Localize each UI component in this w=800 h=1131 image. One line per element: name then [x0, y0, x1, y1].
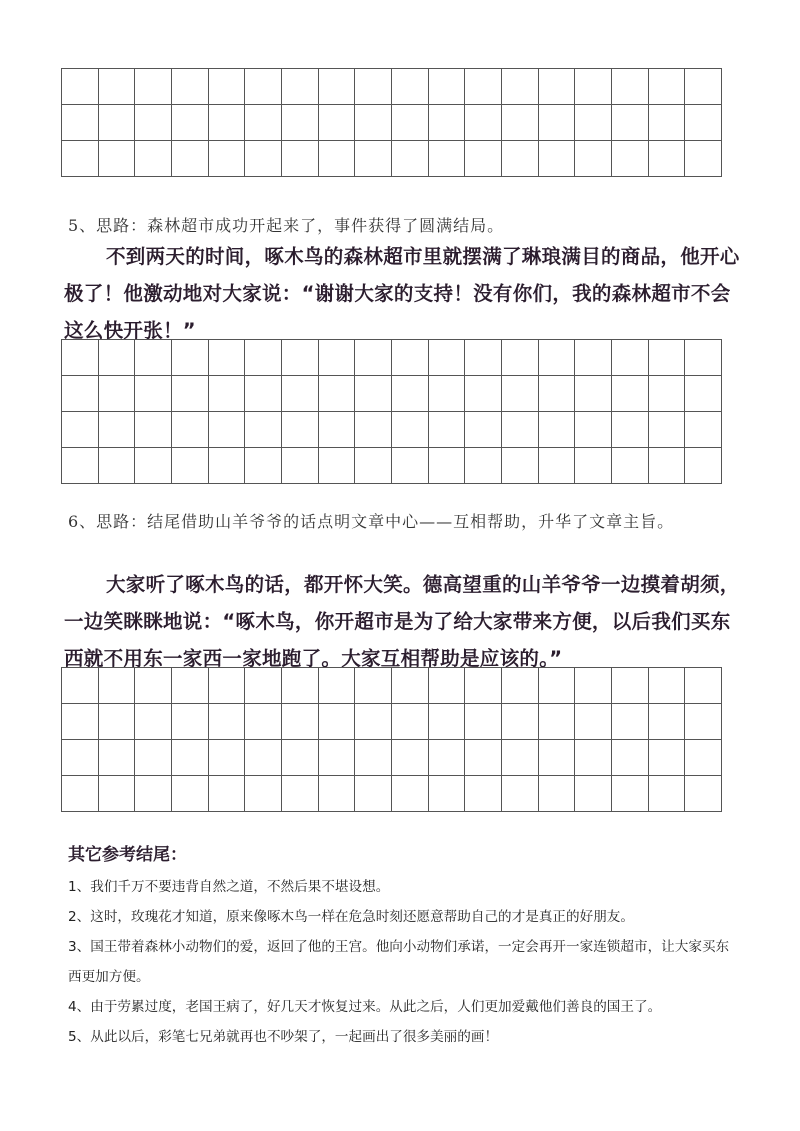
- grid-row: [62, 141, 722, 177]
- grid-cell: [538, 704, 575, 740]
- grid-cell: [575, 704, 612, 740]
- reference-item: 1、我们千万不要违背自然之道，不然后果不堪设想。: [68, 879, 390, 895]
- grid-cell: [208, 141, 245, 177]
- grid-cell: [465, 105, 502, 141]
- grid-cell: [355, 69, 392, 105]
- grid-cell: [208, 776, 245, 812]
- grid-cell: [428, 668, 465, 704]
- grid-row: [62, 69, 722, 105]
- grid-cell: [98, 105, 135, 141]
- reference-item: 2、这时，玫瑰花才知道，原来像啄木鸟一样在危急时刻还愿意帮助自己的才是真正的好朋友。: [68, 909, 634, 925]
- grid-cell: [648, 105, 685, 141]
- grid-cell: [355, 776, 392, 812]
- grid-cell: [428, 376, 465, 412]
- grid-cell: [208, 340, 245, 376]
- grid-cell: [611, 448, 648, 484]
- grid-cell: [98, 448, 135, 484]
- grid-cell: [62, 69, 99, 105]
- grid-row: [62, 740, 722, 776]
- grid-cell: [465, 412, 502, 448]
- grid-cell: [501, 141, 538, 177]
- grid-cell: [355, 141, 392, 177]
- grid-cell: [171, 340, 208, 376]
- grid-cell: [465, 704, 502, 740]
- grid-cell: [428, 141, 465, 177]
- grid-cell: [281, 105, 318, 141]
- grid-cell: [245, 448, 282, 484]
- grid-cell: [62, 448, 99, 484]
- grid-cell: [135, 776, 172, 812]
- reference-list: [68, 872, 738, 1052]
- grid-cell: [648, 340, 685, 376]
- grid-cell: [355, 412, 392, 448]
- grid-cell: [62, 412, 99, 448]
- grid-cell: [98, 141, 135, 177]
- grid-cell: [98, 412, 135, 448]
- grid-cell: [281, 776, 318, 812]
- grid-cell: [538, 105, 575, 141]
- grid-cell: [685, 105, 722, 141]
- grid-cell: [648, 376, 685, 412]
- grid-cell: [428, 448, 465, 484]
- grid-cell: [575, 776, 612, 812]
- grid-cell: [685, 448, 722, 484]
- grid-cell: [501, 668, 538, 704]
- grid-row: [62, 412, 722, 448]
- grid-cell: [538, 776, 575, 812]
- grid-cell: [685, 376, 722, 412]
- grid-cell: [465, 376, 502, 412]
- grid-cell: [208, 412, 245, 448]
- grid-cell: [62, 105, 99, 141]
- grid-cell: [245, 776, 282, 812]
- grid-cell: [538, 740, 575, 776]
- grid-cell: [208, 69, 245, 105]
- grid-cell: [501, 412, 538, 448]
- grid-cell: [135, 376, 172, 412]
- reference-item: 3、国王带着森林小动物们的爱，返回了他的王宫。他向小动物们承诺，一定会再开一家连锁超市，让大家买东西更加方便。: [68, 939, 730, 985]
- grid-cell: [428, 412, 465, 448]
- grid-cell: [391, 376, 428, 412]
- grid-cell: [391, 704, 428, 740]
- story-5: [64, 238, 744, 349]
- grid-cell: [171, 141, 208, 177]
- grid-cell: [62, 704, 99, 740]
- grid-cell: [538, 376, 575, 412]
- grid-cell: [648, 668, 685, 704]
- grid-cell: [281, 141, 318, 177]
- grid-cell: [391, 105, 428, 141]
- grid-cell: [62, 340, 99, 376]
- grid-cell: [575, 668, 612, 704]
- grid-cell: [611, 704, 648, 740]
- grid-cell: [685, 69, 722, 105]
- grid-cell: [355, 105, 392, 141]
- grid-cell: [245, 704, 282, 740]
- grid-cell: [575, 740, 612, 776]
- writing-grid-1: [61, 68, 722, 177]
- grid-cell: [648, 740, 685, 776]
- reference-item: 5、从此以后，彩笔七兄弟就再也不吵架了，一起画出了很多美丽的画！: [68, 1029, 499, 1045]
- grid-cell: [98, 340, 135, 376]
- grid-cell: [538, 340, 575, 376]
- grid-cell: [391, 776, 428, 812]
- story-6-text: 大家听了啄木鸟的话，都开怀大笑。德高望重的山羊爷爷一边摸着胡须，一边笑眯眯地说：“啄木鸟，你开超市是为了给大家带来方便，以后我们买东西就不用东一家西一家地跑了。大家互相帮助是应该的。”: [64, 573, 740, 670]
- grid-cell: [135, 668, 172, 704]
- grid-cell: [611, 105, 648, 141]
- grid-cell: [648, 69, 685, 105]
- grid-cell: [428, 105, 465, 141]
- hint-6: 6、思路：结尾借助山羊爷爷的话点明文章中心——互相帮助，升华了文章主旨。: [68, 512, 675, 531]
- grid-cell: [98, 704, 135, 740]
- grid-cell: [281, 740, 318, 776]
- grid-row: [62, 376, 722, 412]
- grid-cell: [171, 412, 208, 448]
- grid-cell: [465, 340, 502, 376]
- grid-cell: [648, 141, 685, 177]
- grid-cell: [208, 704, 245, 740]
- grid-cell: [611, 69, 648, 105]
- grid-cell: [575, 141, 612, 177]
- grid-cell: [501, 740, 538, 776]
- grid-cell: [281, 448, 318, 484]
- grid-cell: [611, 740, 648, 776]
- grid-cell: [318, 740, 355, 776]
- grid-cell: [318, 412, 355, 448]
- grid-cell: [538, 448, 575, 484]
- grid-cell: [171, 776, 208, 812]
- grid-cell: [538, 412, 575, 448]
- grid-cell: [611, 412, 648, 448]
- grid-cell: [245, 412, 282, 448]
- grid-cell: [685, 740, 722, 776]
- grid-cell: [648, 776, 685, 812]
- grid-cell: [98, 776, 135, 812]
- grid-cell: [575, 105, 612, 141]
- grid-cell: [465, 740, 502, 776]
- grid-cell: [538, 141, 575, 177]
- grid-cell: [208, 448, 245, 484]
- grid-cell: [465, 141, 502, 177]
- grid-cell: [318, 105, 355, 141]
- grid-cell: [281, 376, 318, 412]
- grid-cell: [98, 69, 135, 105]
- grid-cell: [428, 740, 465, 776]
- grid-cell: [501, 776, 538, 812]
- grid-cell: [538, 69, 575, 105]
- grid-cell: [575, 69, 612, 105]
- grid-cell: [538, 668, 575, 704]
- grid-cell: [281, 668, 318, 704]
- grid-cell: [465, 69, 502, 105]
- grid-cell: [171, 448, 208, 484]
- grid-cell: [685, 776, 722, 812]
- grid-cell: [208, 668, 245, 704]
- grid-cell: [135, 448, 172, 484]
- grid-cell: [611, 376, 648, 412]
- grid-cell: [281, 69, 318, 105]
- grid-row: [62, 340, 722, 376]
- grid-cell: [62, 776, 99, 812]
- reference-title: 其它参考结尾：: [68, 845, 187, 865]
- writing-grid-2: [61, 339, 722, 484]
- grid-cell: [135, 704, 172, 740]
- grid-cell: [62, 376, 99, 412]
- grid-cell: [208, 740, 245, 776]
- grid-cell: [501, 340, 538, 376]
- grid-cell: [501, 376, 538, 412]
- grid-cell: [245, 69, 282, 105]
- grid-cell: [391, 412, 428, 448]
- grid-cell: [245, 376, 282, 412]
- story-6: [64, 566, 744, 677]
- grid-cell: [135, 69, 172, 105]
- grid-cell: [428, 704, 465, 740]
- grid-cell: [281, 704, 318, 740]
- grid-cell: [355, 340, 392, 376]
- grid-cell: [465, 668, 502, 704]
- grid-cell: [171, 69, 208, 105]
- grid-cell: [611, 668, 648, 704]
- grid-cell: [355, 704, 392, 740]
- grid-cell: [245, 105, 282, 141]
- hint-5: 5、思路：森林超市成功开起来了，事件获得了圆满结局。: [68, 216, 505, 235]
- grid-cell: [171, 376, 208, 412]
- grid-cell: [135, 412, 172, 448]
- grid-cell: [685, 668, 722, 704]
- grid-cell: [501, 448, 538, 484]
- grid-cell: [318, 668, 355, 704]
- grid-cell: [62, 740, 99, 776]
- grid-cell: [135, 105, 172, 141]
- grid-row: [62, 704, 722, 740]
- grid-cell: [171, 740, 208, 776]
- grid-cell: [171, 668, 208, 704]
- grid-row: [62, 448, 722, 484]
- grid-cell: [318, 69, 355, 105]
- grid-cell: [575, 412, 612, 448]
- grid-row: [62, 105, 722, 141]
- grid-cell: [171, 105, 208, 141]
- grid-cell: [391, 340, 428, 376]
- grid-cell: [318, 448, 355, 484]
- grid-cell: [318, 704, 355, 740]
- grid-cell: [501, 69, 538, 105]
- grid-cell: [318, 776, 355, 812]
- grid-cell: [245, 141, 282, 177]
- grid-cell: [611, 776, 648, 812]
- grid-cell: [135, 141, 172, 177]
- grid-cell: [318, 141, 355, 177]
- grid-cell: [501, 704, 538, 740]
- grid-cell: [428, 776, 465, 812]
- grid-cell: [62, 668, 99, 704]
- grid-cell: [208, 105, 245, 141]
- grid-cell: [135, 340, 172, 376]
- grid-cell: [575, 340, 612, 376]
- grid-cell: [281, 412, 318, 448]
- reference-item: 4、由于劳累过度，老国王病了，好几天才恢复过来。从此之后，人们更加爱戴他们善良的国王了。: [68, 999, 662, 1015]
- story-5-text: 不到两天的时间，啄木鸟的森林超市里就摆满了琳琅满目的商品，他开心极了！他激动地对大家说：“谢谢大家的支持！没有你们，我的森林超市不会这么快开张！”: [64, 245, 740, 342]
- grid-cell: [685, 340, 722, 376]
- grid-cell: [245, 340, 282, 376]
- grid-cell: [465, 776, 502, 812]
- grid-cell: [318, 340, 355, 376]
- writing-grid-3: [61, 667, 722, 812]
- grid-cell: [355, 668, 392, 704]
- grid-cell: [281, 340, 318, 376]
- grid-cell: [685, 704, 722, 740]
- grid-cell: [318, 376, 355, 412]
- grid-cell: [685, 141, 722, 177]
- grid-cell: [355, 376, 392, 412]
- grid-cell: [648, 704, 685, 740]
- grid-cell: [208, 376, 245, 412]
- grid-cell: [62, 141, 99, 177]
- grid-cell: [391, 448, 428, 484]
- grid-cell: [428, 69, 465, 105]
- grid-cell: [245, 668, 282, 704]
- grid-cell: [685, 412, 722, 448]
- grid-cell: [575, 448, 612, 484]
- grid-cell: [648, 412, 685, 448]
- grid-cell: [501, 105, 538, 141]
- grid-row: [62, 668, 722, 704]
- grid-cell: [465, 448, 502, 484]
- grid-cell: [575, 376, 612, 412]
- grid-cell: [391, 69, 428, 105]
- grid-cell: [391, 668, 428, 704]
- grid-cell: [611, 340, 648, 376]
- grid-row: [62, 776, 722, 812]
- grid-cell: [98, 668, 135, 704]
- grid-cell: [135, 740, 172, 776]
- grid-cell: [391, 740, 428, 776]
- grid-cell: [355, 448, 392, 484]
- grid-cell: [391, 141, 428, 177]
- grid-cell: [648, 448, 685, 484]
- grid-cell: [171, 704, 208, 740]
- grid-cell: [611, 141, 648, 177]
- grid-cell: [245, 740, 282, 776]
- grid-cell: [428, 340, 465, 376]
- grid-cell: [98, 740, 135, 776]
- grid-cell: [355, 740, 392, 776]
- grid-cell: [98, 376, 135, 412]
